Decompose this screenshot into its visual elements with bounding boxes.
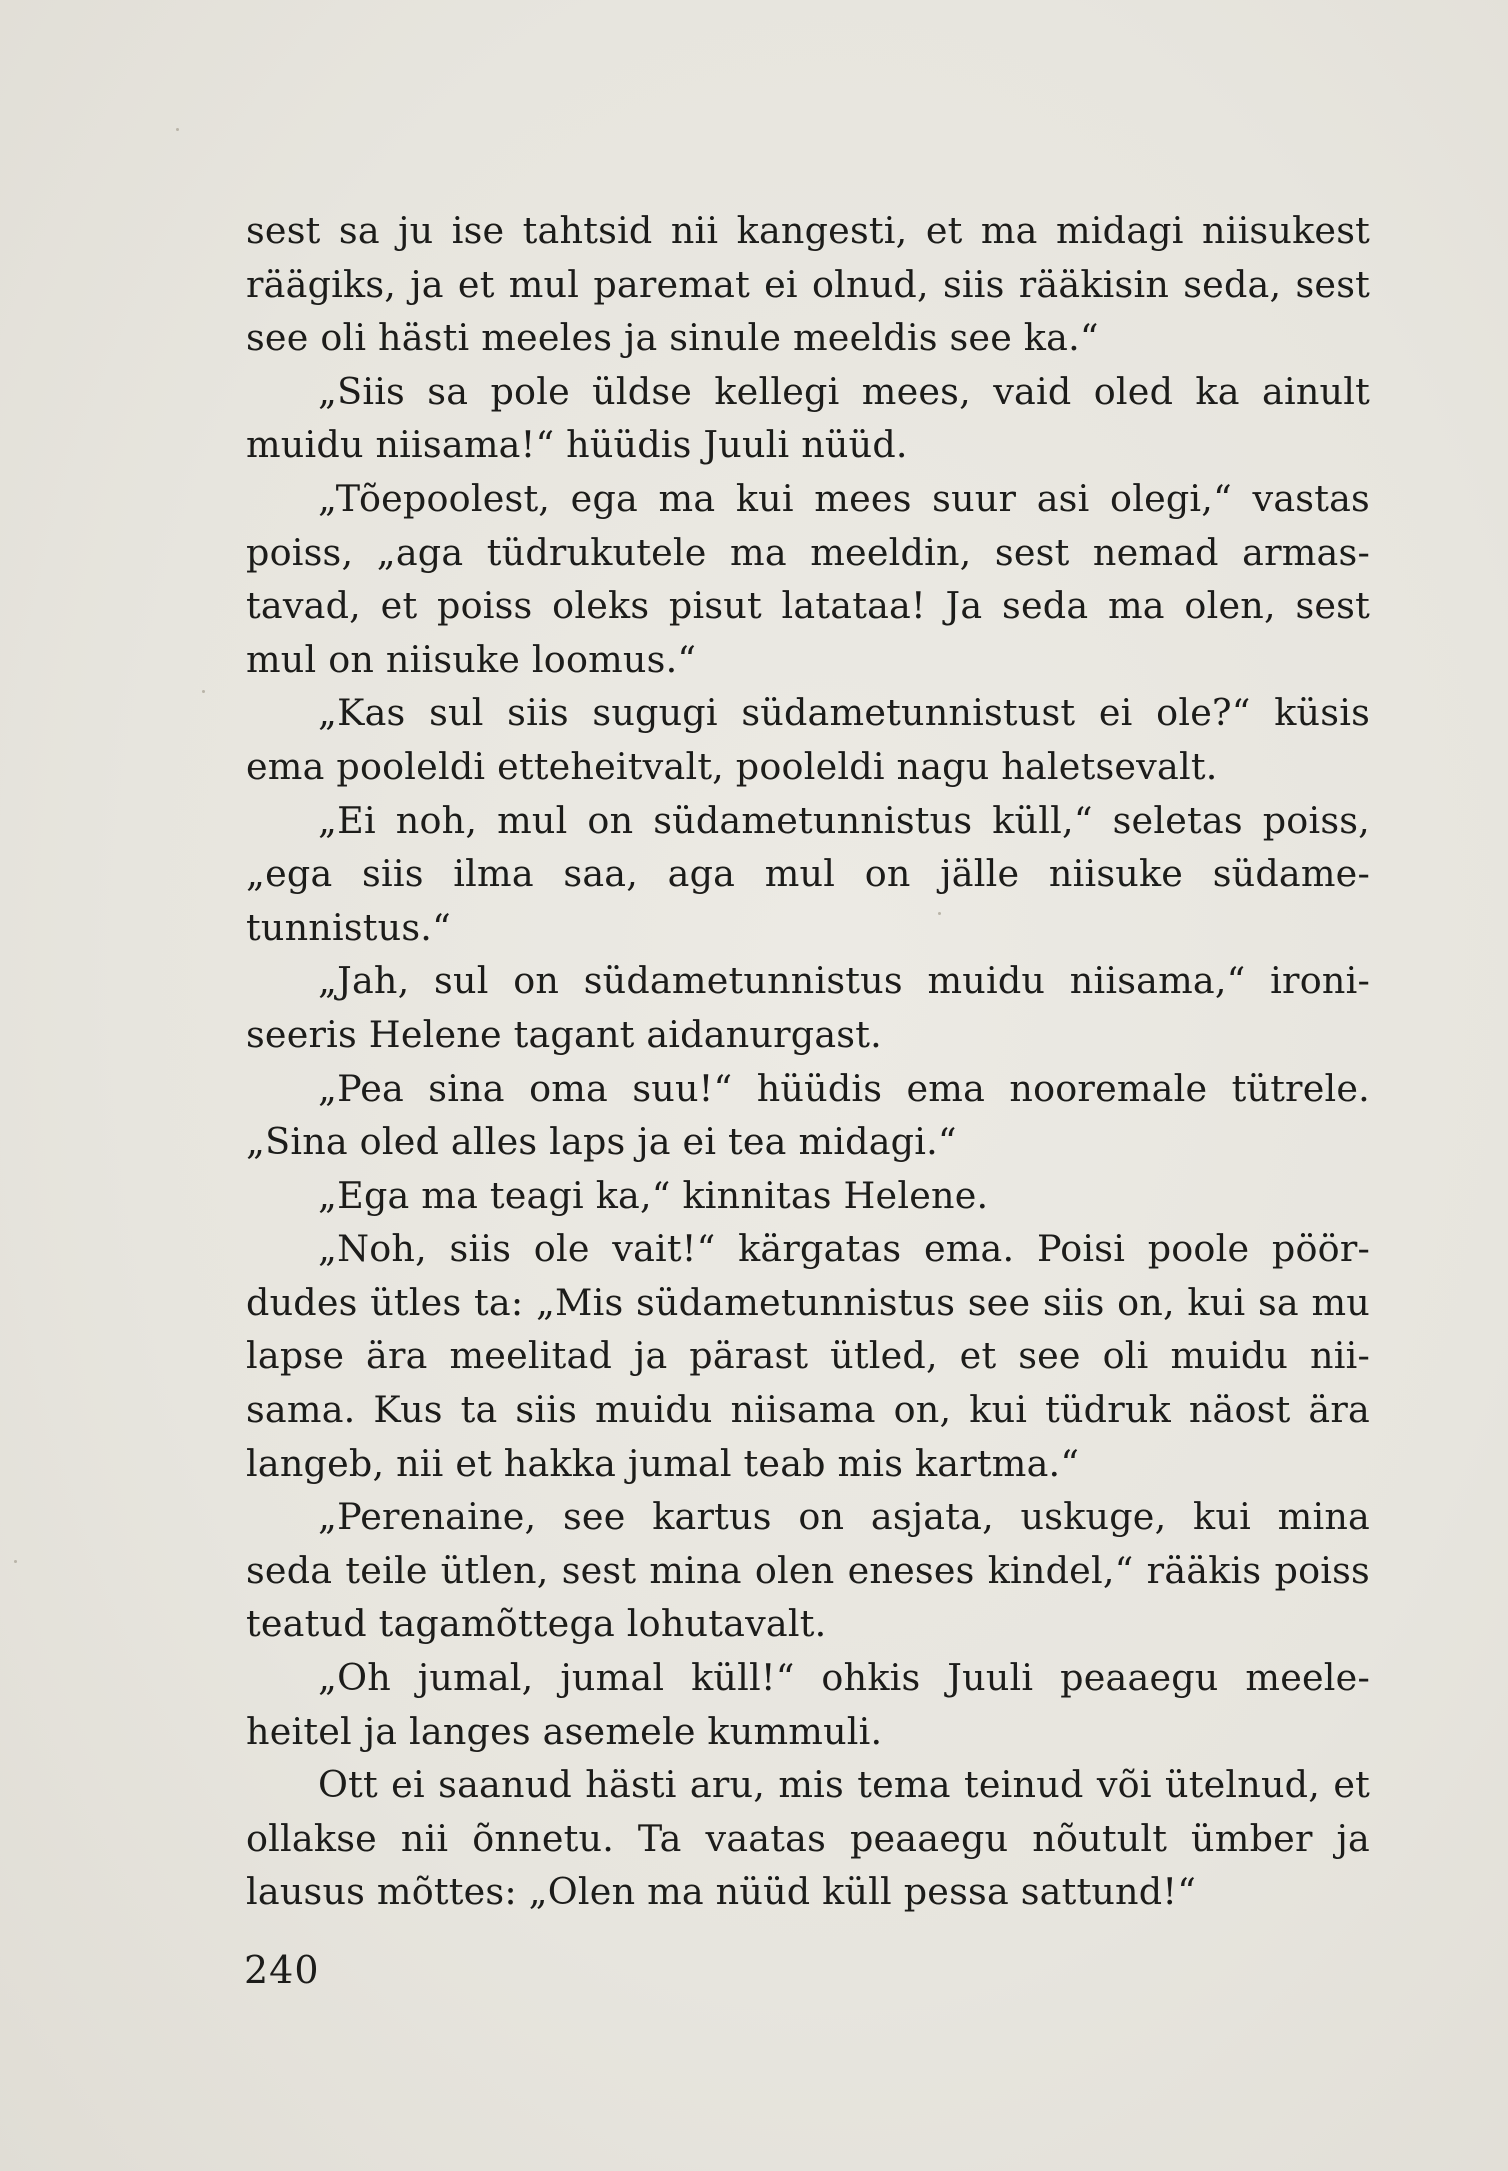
text-line: „ega siis ilma saa, aga mul on jälle niisuke südame- (246, 852, 1370, 896)
text-line: dudes ütles ta: „Mis südametunnistus see siis on, kui sa mu (246, 1280, 1370, 1324)
text-line: ema pooleldi etteheitvalt, pooleldi nagu haletsevalt. (246, 744, 1218, 788)
text-line: poiss, „aga tüdrukutele ma meeldin, sest nemad armas- (246, 530, 1370, 574)
text-line: lapse ära meelitad ja pärast ütled, et see oli muidu nii- (246, 1334, 1370, 1378)
text-line: seda teile ütlen, sest mina olen eneses kindel,“ rääkis poiss (246, 1548, 1370, 1592)
text-line: „Sina oled alles laps ja ei tea midagi.“ (246, 1120, 957, 1164)
text-line: tunnistus.“ (246, 905, 451, 949)
paper-speck (14, 1560, 17, 1563)
text-line: tavad, et poiss oleks pisut latataa! Ja seda ma olen, sest (246, 584, 1370, 628)
paper-speck (938, 912, 941, 915)
text-line: „Noh, siis ole vait!“ kärgatas ema. Poisi poole pöör- (318, 1227, 1370, 1271)
text-line: „Oh jumal, jumal küll!“ ohkis Juuli peaaegu meele- (318, 1656, 1370, 1700)
text-line: teatud tagamõttega lohutavalt. (246, 1602, 827, 1646)
page-number: 240 (244, 1948, 320, 1992)
text-line: seeris Helene tagant aidanurgast. (246, 1012, 882, 1056)
text-line: lausus mõttes: „Olen ma nüüd küll pessa sattund!“ (246, 1870, 1197, 1914)
text-line: mul on niisuke loomus.“ (246, 637, 697, 681)
text-line: „Perenaine, see kartus on asjata, uskuge, kui mina (318, 1495, 1370, 1539)
text-line: Ott ei saanud hästi aru, mis tema teinud või ütelnud, et (318, 1763, 1370, 1807)
text-line: see oli hästi meeles ja sinule meeldis see ka.“ (246, 316, 1099, 360)
text-line: „Tõepoolest, ega ma kui mees suur asi olegi,“ vastas (318, 476, 1370, 520)
text-line: „Siis sa pole üldse kellegi mees, vaid oled ka ainult (318, 369, 1370, 413)
paper-speck (176, 128, 179, 131)
paper-speck (202, 690, 205, 693)
text-line: langeb, nii et hakka jumal teab mis kartma.“ (246, 1441, 1080, 1485)
text-line: sama. Kus ta siis muidu niisama on, kui tüdruk näost ära (246, 1388, 1370, 1432)
text-line: „Jah, sul on südametunnistus muidu niisama,“ ironi- (318, 959, 1370, 1003)
text-line: ollakse nii õnnetu. Ta vaatas peaaegu nõutult ümber ja (246, 1816, 1370, 1860)
text-line: sest sa ju ise tahtsid nii kangesti, et ma midagi niisukest (246, 209, 1370, 252)
body-text (246, 204, 1370, 1919)
text-line: muidu niisama!“ hüüdis Juuli nüüd. (246, 423, 908, 467)
text-line: „Kas sul siis sugugi südametunnistust ei ole?“ küsis (318, 691, 1370, 735)
text-line: räägiks, ja et mul paremat ei olnud, siis rääkisin seda, sest (246, 262, 1370, 306)
text-line: „Ega ma teagi ka,“ kinnitas Helene. (318, 1173, 989, 1217)
text-line: „Ei noh, mul on südametunnistus küll,“ seletas poiss, (318, 798, 1370, 842)
text-line: „Pea sina oma suu!“ hüüdis ema nooremale tütrele. (318, 1066, 1370, 1110)
text-line: heitel ja langes asemele kummuli. (246, 1709, 883, 1753)
